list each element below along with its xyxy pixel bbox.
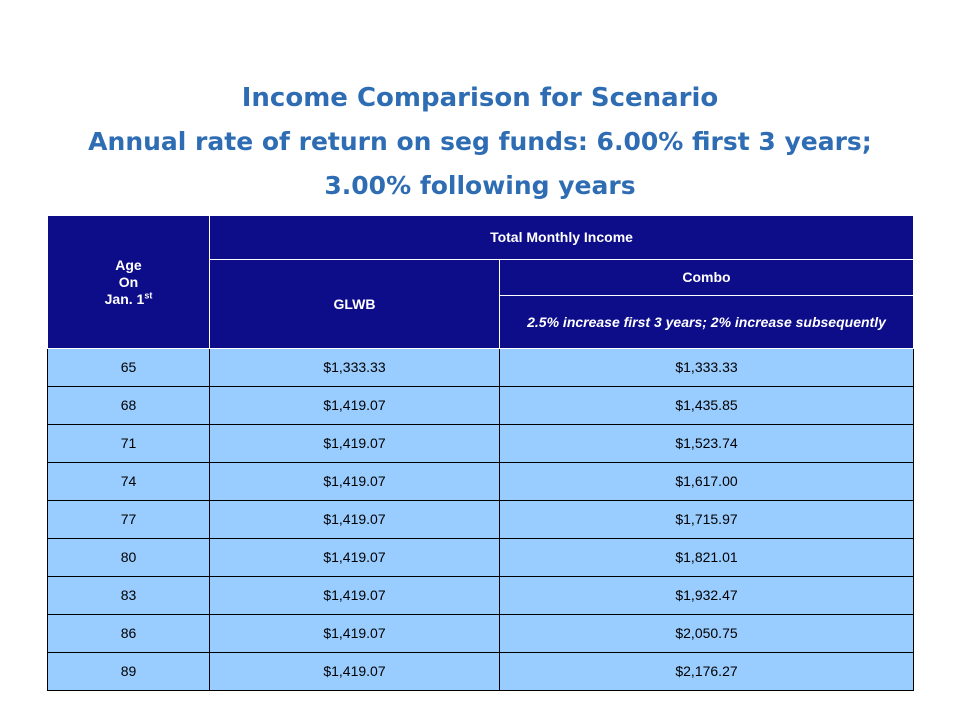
title-line-3: 3.00% following years	[324, 171, 636, 200]
table-row	[48, 425, 914, 463]
header-total-monthly-income: Total Monthly Income	[210, 216, 914, 260]
cell-glwb: $1,419.07	[210, 501, 500, 539]
cell-age: 74	[48, 463, 210, 501]
table-row	[48, 387, 914, 425]
title-line-2: Annual rate of return on seg funds: 6.00% first 3 years;	[88, 127, 872, 156]
header-age-line-3: Jan. 1	[104, 290, 145, 307]
table-row	[48, 577, 914, 615]
cell-glwb: $1,419.07	[210, 577, 500, 615]
cell-age: 80	[48, 539, 210, 577]
cell-age: 77	[48, 501, 210, 539]
cell-age: 71	[48, 425, 210, 463]
cell-glwb: $1,419.07	[210, 653, 500, 691]
cell-glwb: $1,419.07	[210, 615, 500, 653]
cell-age: 83	[48, 577, 210, 615]
header-combo-note: 2.5% increase first 3 years; 2% increase subsequently	[500, 296, 914, 349]
cell-combo: $2,050.75	[500, 615, 914, 653]
header-combo: Combo	[500, 260, 914, 296]
table-row	[48, 539, 914, 577]
header-age-superscript: st	[144, 289, 153, 300]
header-age-line-1: Age	[115, 256, 142, 273]
cell-age: 68	[48, 387, 210, 425]
cell-age: 86	[48, 615, 210, 653]
cell-combo: $2,176.27	[500, 653, 914, 691]
cell-combo: $1,617.00	[500, 463, 914, 501]
cell-combo: $1,821.01	[500, 539, 914, 577]
header-age	[48, 216, 210, 349]
cell-combo: $1,715.97	[500, 501, 914, 539]
cell-age: 89	[48, 653, 210, 691]
cell-age: 65	[48, 349, 210, 387]
cell-glwb: $1,419.07	[210, 539, 500, 577]
slide-title	[0, 76, 960, 208]
cell-combo: $1,932.47	[500, 577, 914, 615]
cell-combo: $1,523.74	[500, 425, 914, 463]
cell-glwb: $1,419.07	[210, 425, 500, 463]
cell-glwb: $1,333.33	[210, 349, 500, 387]
cell-combo: $1,435.85	[500, 387, 914, 425]
table-row	[48, 463, 914, 501]
table-row	[48, 653, 914, 691]
income-comparison-table	[47, 215, 914, 691]
title-line-1: Income Comparison for Scenario	[241, 83, 719, 113]
cell-glwb: $1,419.07	[210, 387, 500, 425]
cell-combo: $1,333.33	[500, 349, 914, 387]
header-glwb: GLWB	[210, 260, 500, 349]
table-row	[48, 615, 914, 653]
table-row	[48, 501, 914, 539]
table-row	[48, 349, 914, 387]
header-age-line-2: On	[118, 273, 139, 290]
cell-glwb: $1,419.07	[210, 463, 500, 501]
